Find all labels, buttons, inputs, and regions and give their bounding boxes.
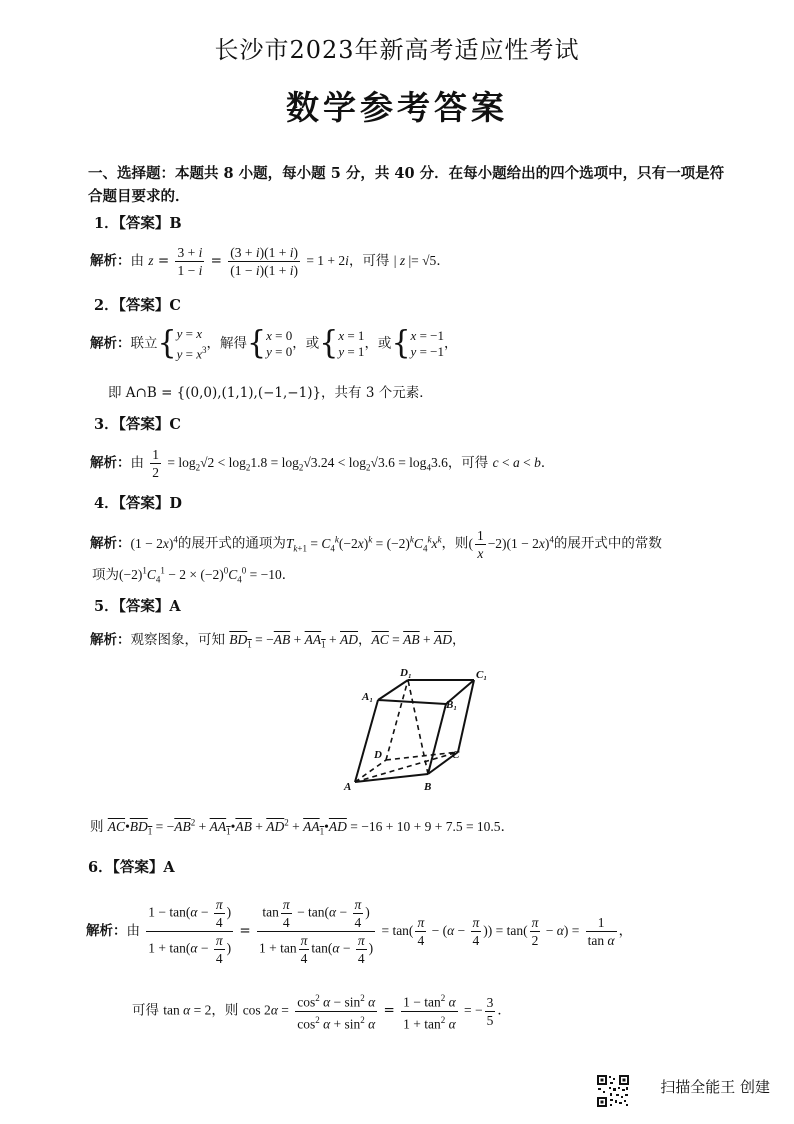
- q3-solution: 解析：由 $\frac{1}{2}$ = $\log_2√2 < \log_21.8 = \log_2√3.24 < \log_2√3.6 = \log_43.6$，可得 c < a < b．: [90, 447, 555, 480]
- q3-label: 解析：: [90, 455, 131, 471]
- q1-solution: 解析：由 z = $\frac{3 + i}{1 - i}$ = $\frac{(3 + i)(1 + i)}{(1 - i)(1 + i)}$ = 1 + 2i，可得 | z |= √5．: [90, 245, 450, 278]
- label-B1: B₁: [446, 699, 458, 711]
- parallelepiped-figure: [340, 664, 500, 794]
- label-A1: A₁: [362, 691, 374, 703]
- section-heading: 一、选择题：本题共 8 小题，每小题 5 分，共 40 分．在每小题给出的四个选项中，只有一项是符合题目要求的．: [88, 165, 725, 205]
- q3-answer: 3．【答案】C: [94, 416, 181, 433]
- document-title: 长沙市2023年新高考适应性考试: [214, 36, 580, 64]
- q6-label: 解析：: [86, 923, 127, 939]
- q5-solution: 解析：观察图象，可知 $BD_1 = -\overline{AB} + AA_1 + \overline{AD}$，$\overline{AC} = \overline{AB} + \overline{AD}$，: [90, 632, 466, 650]
- q1-label: 解析：: [90, 253, 131, 269]
- q5-label: 解析：: [90, 632, 131, 648]
- label-D: D: [374, 749, 382, 761]
- label-C1: C₁: [476, 669, 488, 681]
- q2-solution: 解析：联立{y = x $y = x^3$，解得{x = 0 y = 0，或{x = 1 y = 1，或{x = −1 y = −1，: [90, 325, 458, 363]
- q6-solution: 解析：由 1 − tan(α − $\frac{\pi}{4}$ ) 1 + tan(α − $\frac{\pi}{4}$ ) = tan $\frac{\pi}{4}$ − tan(α − $\frac{\pi}{4}$ ) 1 + tan $\frac{\pi}{4}$ tan(α − $\frac{\pi}{4}$ ) = tan( $\frac{\pi}{4}$ − (α − $\frac{\pi}{4}$ )) = tan( $\frac{\pi}{2}$ − α) = $\frac{1}{\text{tan α}}$ ，: [86, 897, 633, 966]
- document-subtitle: 数学参考答案: [286, 88, 508, 127]
- label-D1: D₁: [400, 667, 412, 679]
- footer-watermark: 扫描全能王 创建: [660, 1078, 770, 1096]
- q1-answer: 1．【答案】B: [94, 215, 182, 232]
- q6-result: 可得 tan α = 2，则 cos 2α = $\frac{\cos^2 \alpha - \sin^2 \alpha}{\cos^2 \alpha + \sin^2 \alpha}$ = $\frac{1 - \tan^2 \alpha}{1 + \tan^2 \alpha}$ = − $\frac{3}{5}$ ．: [132, 990, 511, 1032]
- q2-answer: 2．【答案】C: [94, 297, 181, 314]
- label-A: A: [344, 781, 352, 793]
- q4-answer: 4．【答案】D: [94, 495, 182, 512]
- qr-code-icon: [596, 1074, 630, 1108]
- q4-label: 解析：: [90, 535, 131, 552]
- q4-solution-line2: 项为$(-2)^1C_4^1 - 2 \times (-2)^0C_4^0 = -10$．: [92, 565, 296, 585]
- q5-result: 则 $\overline{AC}•BD_1 = -\overline{AB}^2$ + $AA_1•\overline{AB} + \overline{AD}^2$ + $AA_1•\overline{AD} = -16 + 10 + 9 + 7.5 = 10.5$．: [90, 817, 515, 837]
- q4-solution-line1: 解析：$(1 - 2x)^4$的展开式的通项为$T_{k+1} = C_4^k(-2x)^k = (-2)^kC_4^kx^k$，则( $\frac{1}{x}$ $-2)(1 - 2x)^4$的展开式中的常数: [90, 528, 662, 561]
- q6-answer: 6．【答案】A: [88, 859, 175, 876]
- q2-label: 解析：: [90, 335, 131, 352]
- q5-answer: 5．【答案】A: [94, 598, 181, 615]
- q2-conclusion: 即 A∩B = {(0,0),(1,1),(−1,−1)}，共有 3 个元素．: [108, 385, 433, 401]
- label-C: C: [452, 749, 460, 761]
- label-B: B: [424, 781, 432, 793]
